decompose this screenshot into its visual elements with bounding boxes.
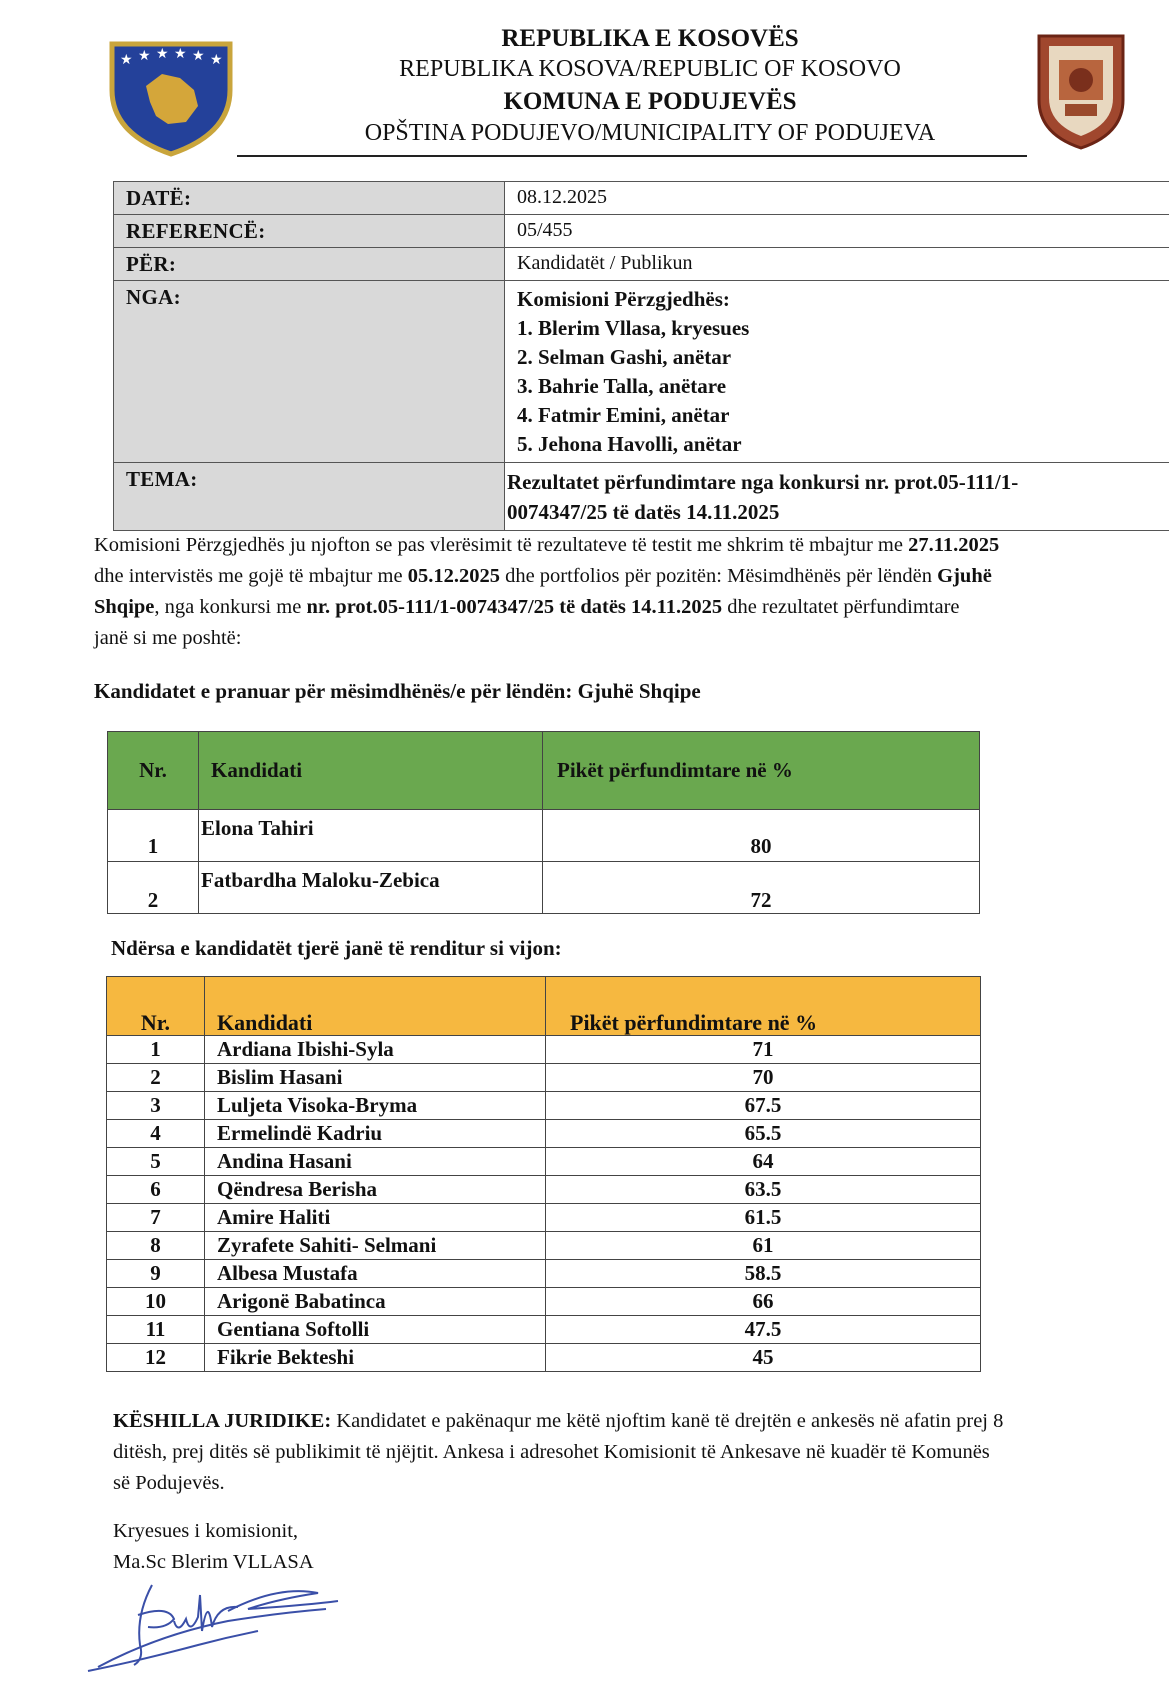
svg-text:★: ★	[174, 46, 187, 62]
header-republic-multilingual: REPUBLIKA KOSOVA/REPUBLIC OF KOSOVO	[399, 56, 901, 82]
table-row	[107, 1120, 981, 1148]
memo-info-table	[113, 181, 1169, 531]
reference-value: 05/455	[505, 215, 1169, 248]
table-row	[107, 1232, 981, 1260]
table-row	[107, 1176, 981, 1204]
header-municipality-albanian: KOMUNA E PODUJEVËS	[503, 88, 797, 115]
row-nr: 2	[108, 862, 199, 914]
row-nr: 11	[107, 1316, 205, 1344]
row-score: 67.5	[546, 1092, 981, 1120]
row-score: 72	[543, 862, 980, 914]
row-candidate: Luljeta Visoka-Bryma	[205, 1092, 546, 1120]
committee-title: Komisioni Përzgjedhës:	[517, 287, 730, 311]
table-row	[107, 1036, 981, 1064]
date-value: 08.12.2025	[505, 182, 1169, 215]
para-subject-cont: Shqipe	[94, 596, 155, 618]
svg-text:★: ★	[156, 46, 169, 62]
table-row	[107, 1316, 981, 1344]
legal-text: Kandidatet e pakënaqur me këtë njoftim kanë të drejtën e ankesës në afatin prej 8	[336, 1410, 1004, 1432]
row-nr: 1	[107, 1036, 205, 1064]
row-candidate: Albesa Mustafa	[205, 1260, 546, 1288]
row-score: 80	[543, 810, 980, 862]
para-text: dhe intervistës me gojë të mbajtur me	[94, 565, 408, 587]
para-written-test-date: 27.11.2025	[908, 534, 1000, 556]
legal-text: ditësh, prej ditës së publikimit të njëjtit. Ankesa i adresohet Komisionit të Ankesave në kuadër të Komunës	[113, 1441, 990, 1463]
row-nr: 12	[107, 1344, 205, 1372]
accepted-candidates-table	[107, 731, 980, 914]
row-candidate: Fikrie Bekteshi	[205, 1344, 546, 1372]
row-score: 70	[546, 1064, 981, 1092]
row-score: 64	[546, 1148, 981, 1176]
reference-label: REFERENCË:	[114, 215, 505, 248]
kosovo-coat-of-arms-emblem	[106, 38, 236, 158]
col-header-candidate: Kandidati	[199, 732, 543, 810]
table-row	[107, 1092, 981, 1120]
row-score: 45	[546, 1344, 981, 1372]
topic-line-1: Rezultatet përfundimtare nga konkursi nr. prot.05-111/1-	[507, 470, 1019, 494]
committee-member: 4. Fatmir Emini, anëtar	[517, 403, 730, 427]
col-header-nr: Nr.	[107, 977, 205, 1036]
row-candidate: Fatbardha Maloku-Zebica	[199, 862, 543, 914]
table-row	[107, 1204, 981, 1232]
para-subject: Gjuhë	[937, 565, 992, 587]
svg-text:★: ★	[120, 52, 133, 68]
row-score: 58.5	[546, 1260, 981, 1288]
header-divider	[237, 155, 1027, 157]
row-nr: 10	[107, 1288, 205, 1316]
legal-label: KËSHILLA JURIDIKE:	[113, 1410, 337, 1432]
para-text: Komisioni Përzgjedhës ju njofton se pas vlerësimit të rezultateve të testit me shkrim të mbajtur me	[94, 534, 909, 556]
recipient-value: Kandidatët / Publikun	[505, 248, 1169, 281]
row-candidate: Ardiana Ibishi-Syla	[205, 1036, 546, 1064]
row-nr: 2	[107, 1064, 205, 1092]
col-header-nr: Nr.	[108, 732, 199, 810]
committee-member: 1. Blerim Vllasa, kryesues	[517, 316, 750, 340]
para-text: janë si me poshtë:	[94, 627, 242, 649]
committee-member-list	[517, 314, 1169, 459]
svg-text:★: ★	[192, 48, 205, 64]
topic-label: TEMA:	[114, 463, 505, 531]
date-label: DATË:	[114, 182, 505, 215]
row-candidate: Andina Hasani	[205, 1148, 546, 1176]
signature-block	[113, 1516, 314, 1578]
table-row	[107, 1344, 981, 1372]
row-score: 63.5	[546, 1176, 981, 1204]
handwritten-signature-image	[78, 1575, 378, 1675]
legal-advice	[113, 1406, 1169, 1499]
para-interview-date: 05.12.2025	[407, 565, 500, 587]
col-header-score: Pikët përfundimtare në %	[543, 732, 980, 810]
others-section-title: Ndërsa e kandidatët tjerë janë të renditur si vijon:	[111, 936, 562, 960]
topic-value	[505, 463, 1169, 531]
header-republic-albanian: REPUBLIKA E KOSOVËS	[501, 25, 799, 52]
sender-label: NGA:	[114, 281, 505, 463]
table-row	[108, 862, 980, 914]
svg-text:★: ★	[210, 52, 223, 68]
row-candidate: Zyrafete Sahiti- Selmani	[205, 1232, 546, 1260]
row-nr: 3	[107, 1092, 205, 1120]
accepted-section-title: Kandidatet e pranuar për mësimdhënës/e për lëndën: Gjuhë Shqipe	[94, 679, 701, 703]
table-row	[107, 1288, 981, 1316]
table-row	[107, 1260, 981, 1288]
topic-line-2: 0074347/25 të datës 14.11.2025	[507, 500, 780, 524]
podujeva-municipal-emblem	[1035, 30, 1127, 152]
row-candidate: Amire Haliti	[205, 1204, 546, 1232]
row-candidate: Bislim Hasani	[205, 1064, 546, 1092]
sender-value	[505, 281, 1169, 463]
para-protocol: nr. prot.05-111/1-0074347/25 të datës 14.11.2025	[306, 596, 723, 618]
row-score: 61	[546, 1232, 981, 1260]
row-candidate: Elona Tahiri	[199, 810, 543, 862]
table-row	[108, 810, 980, 862]
row-nr: 8	[107, 1232, 205, 1260]
table-row	[107, 1064, 981, 1092]
row-nr: 9	[107, 1260, 205, 1288]
row-candidate: Ermelindë Kadriu	[205, 1120, 546, 1148]
row-nr: 4	[107, 1120, 205, 1148]
row-nr: 6	[107, 1176, 205, 1204]
row-candidate: Qëndresa Berisha	[205, 1176, 546, 1204]
signatory-name: Ma.Sc Blerim VLLASA	[113, 1551, 314, 1573]
para-text: dhe rezultatet përfundimtare	[722, 596, 960, 618]
committee-member: 2. Selman Gashi, anëtar	[517, 345, 732, 369]
legal-text: së Podujevës.	[113, 1472, 225, 1494]
table-row	[107, 1148, 981, 1176]
committee-member: 5. Jehona Havolli, anëtar	[517, 432, 742, 456]
row-score: 65.5	[546, 1120, 981, 1148]
row-nr: 7	[107, 1204, 205, 1232]
row-candidate: Gentiana Softolli	[205, 1316, 546, 1344]
para-text: , nga konkursi me	[154, 596, 307, 618]
intro-paragraph	[94, 530, 1169, 654]
row-nr: 5	[107, 1148, 205, 1176]
row-score: 66	[546, 1288, 981, 1316]
col-header-score: Pikët përfundimtare në %	[546, 977, 981, 1036]
signatory-role: Kryesues i komisionit,	[113, 1520, 299, 1542]
header-municipality-multilingual: OPŠTINA PODUJEVO/MUNICIPALITY OF PODUJEVA	[364, 120, 936, 146]
row-candidate: Arigonë Babatinca	[205, 1288, 546, 1316]
svg-text:★: ★	[138, 48, 151, 64]
para-text: dhe portfolios për pozitën: Mësimdhënës për lëndën	[499, 565, 938, 587]
col-header-candidate: Kandidati	[205, 977, 546, 1036]
row-score: 61.5	[546, 1204, 981, 1232]
committee-member: 3. Bahrie Talla, anëtare	[517, 374, 727, 398]
row-nr: 1	[108, 810, 199, 862]
other-candidates-table	[106, 976, 981, 1372]
recipient-label: PËR:	[114, 248, 505, 281]
row-score: 47.5	[546, 1316, 981, 1344]
row-score: 71	[546, 1036, 981, 1064]
